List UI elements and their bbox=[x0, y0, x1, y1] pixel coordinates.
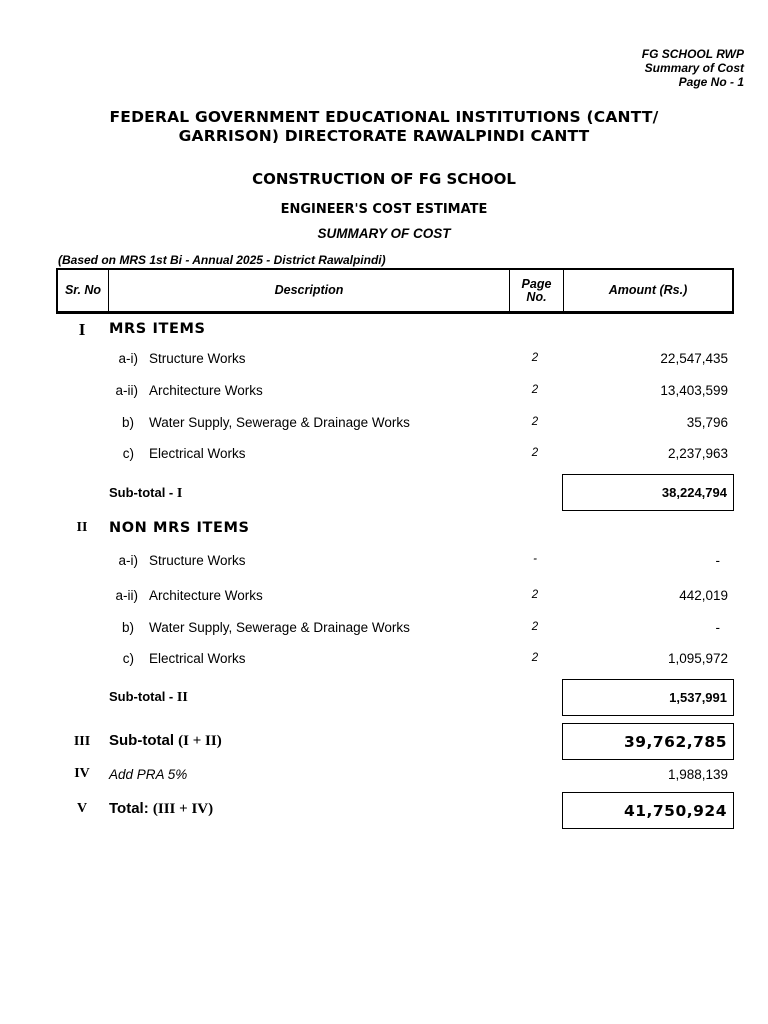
item-amount: 2,237,963 bbox=[667, 446, 728, 461]
item-code: a-ii) bbox=[115, 383, 138, 398]
summary-row-number: IV bbox=[74, 766, 90, 781]
page-number: Page No - 1 bbox=[678, 75, 744, 89]
item-page: 2 bbox=[531, 589, 539, 601]
item-code: a-ii) bbox=[115, 588, 138, 603]
document-type: Summary of Cost bbox=[644, 61, 744, 75]
item-description: Water Supply, Sewerage & Drainage Works bbox=[149, 620, 410, 635]
item-description: Structure Works bbox=[149, 351, 246, 366]
item-code: b) bbox=[121, 620, 134, 635]
item-code: c) bbox=[122, 651, 134, 666]
subtotal-label-text: Sub-total - bbox=[109, 689, 177, 704]
grand-total-label-roman: (III + IV) bbox=[152, 801, 214, 817]
item-page: 2 bbox=[531, 416, 539, 428]
item-page: 2 bbox=[531, 384, 539, 396]
item-page: 2 bbox=[531, 621, 539, 633]
item-code: b) bbox=[121, 415, 134, 430]
item-page: - bbox=[533, 553, 537, 565]
grand-total-amount: 41,750,924 bbox=[562, 792, 734, 829]
item-description: Architecture Works bbox=[149, 383, 263, 398]
item-code: c) bbox=[122, 446, 134, 461]
item-page: 2 bbox=[531, 652, 539, 664]
header-sr-no: Sr. No bbox=[58, 270, 109, 311]
item-amount: - bbox=[715, 620, 720, 635]
header-page-no-text: Page No. bbox=[521, 276, 552, 304]
subtotal-amount: 38,224,794 bbox=[562, 474, 734, 511]
item-amount: 35,796 bbox=[686, 415, 728, 430]
subtotal-label bbox=[109, 485, 182, 502]
summary-row-number: III bbox=[73, 734, 91, 749]
basis-note: (Based on MRS 1st Bi - Annual 2025 - District Rawalpindi) bbox=[58, 253, 386, 267]
item-description: Structure Works bbox=[149, 553, 246, 568]
item-amount: 13,403,599 bbox=[660, 383, 728, 398]
item-page: 2 bbox=[531, 352, 539, 364]
header-amount: Amount (Rs.) bbox=[608, 283, 688, 297]
estimate-title: ENGINEER'S COST ESTIMATE bbox=[280, 202, 488, 217]
school-code: FG SCHOOL RWP bbox=[641, 47, 744, 61]
summary-title: SUMMARY OF COST bbox=[317, 226, 451, 241]
organization-title bbox=[0, 108, 768, 146]
item-description: Architecture Works bbox=[149, 588, 263, 603]
project-title: CONSTRUCTION OF FG SCHOOL bbox=[252, 170, 516, 188]
subtotal-label-roman: II bbox=[176, 690, 188, 705]
item-amount: - bbox=[715, 553, 720, 568]
header-description: Description bbox=[109, 270, 510, 311]
subtotal-label bbox=[109, 689, 188, 706]
combined-subtotal-amount: 39,762,785 bbox=[562, 723, 734, 760]
table-header bbox=[56, 268, 734, 314]
grand-total-label bbox=[109, 800, 213, 818]
item-code: a-i) bbox=[118, 351, 138, 366]
grand-total-label-text: Total: bbox=[109, 800, 153, 817]
pra-tax-label: Add PRA 5% bbox=[109, 767, 188, 782]
item-amount: 442,019 bbox=[679, 588, 728, 603]
subtotal-label-text: Sub-total - bbox=[109, 485, 177, 500]
item-description: Water Supply, Sewerage & Drainage Works bbox=[149, 415, 410, 430]
header-page-no bbox=[510, 270, 564, 311]
item-description: Electrical Works bbox=[149, 446, 246, 461]
subtotal-label-roman: I bbox=[176, 486, 183, 501]
section-number: II bbox=[76, 520, 88, 535]
organization-title-line-2: GARRISON) DIRECTORATE RAWALPINDI CANTT bbox=[178, 127, 590, 145]
section-title: NON MRS ITEMS bbox=[109, 520, 250, 536]
combined-subtotal-label-roman: (I + II) bbox=[178, 733, 222, 749]
item-page: 2 bbox=[531, 447, 539, 459]
item-amount: 22,547,435 bbox=[660, 351, 728, 366]
organization-title-line-1: FEDERAL GOVERNMENT EDUCATIONAL INSTITUTIONS (CANTT/ bbox=[109, 108, 659, 126]
summary-row-number: V bbox=[76, 801, 88, 816]
section-number: I bbox=[78, 320, 86, 339]
item-code: a-i) bbox=[118, 553, 138, 568]
item-amount: 1,095,972 bbox=[667, 651, 728, 666]
combined-subtotal-label-text: Sub-total bbox=[109, 732, 179, 749]
combined-subtotal-label bbox=[109, 732, 222, 750]
document-reference bbox=[642, 47, 744, 89]
pra-tax-amount: 1,988,139 bbox=[667, 767, 728, 782]
section-title: MRS ITEMS bbox=[109, 321, 206, 337]
item-description: Electrical Works bbox=[149, 651, 246, 666]
subtotal-amount: 1,537,991 bbox=[562, 679, 734, 716]
